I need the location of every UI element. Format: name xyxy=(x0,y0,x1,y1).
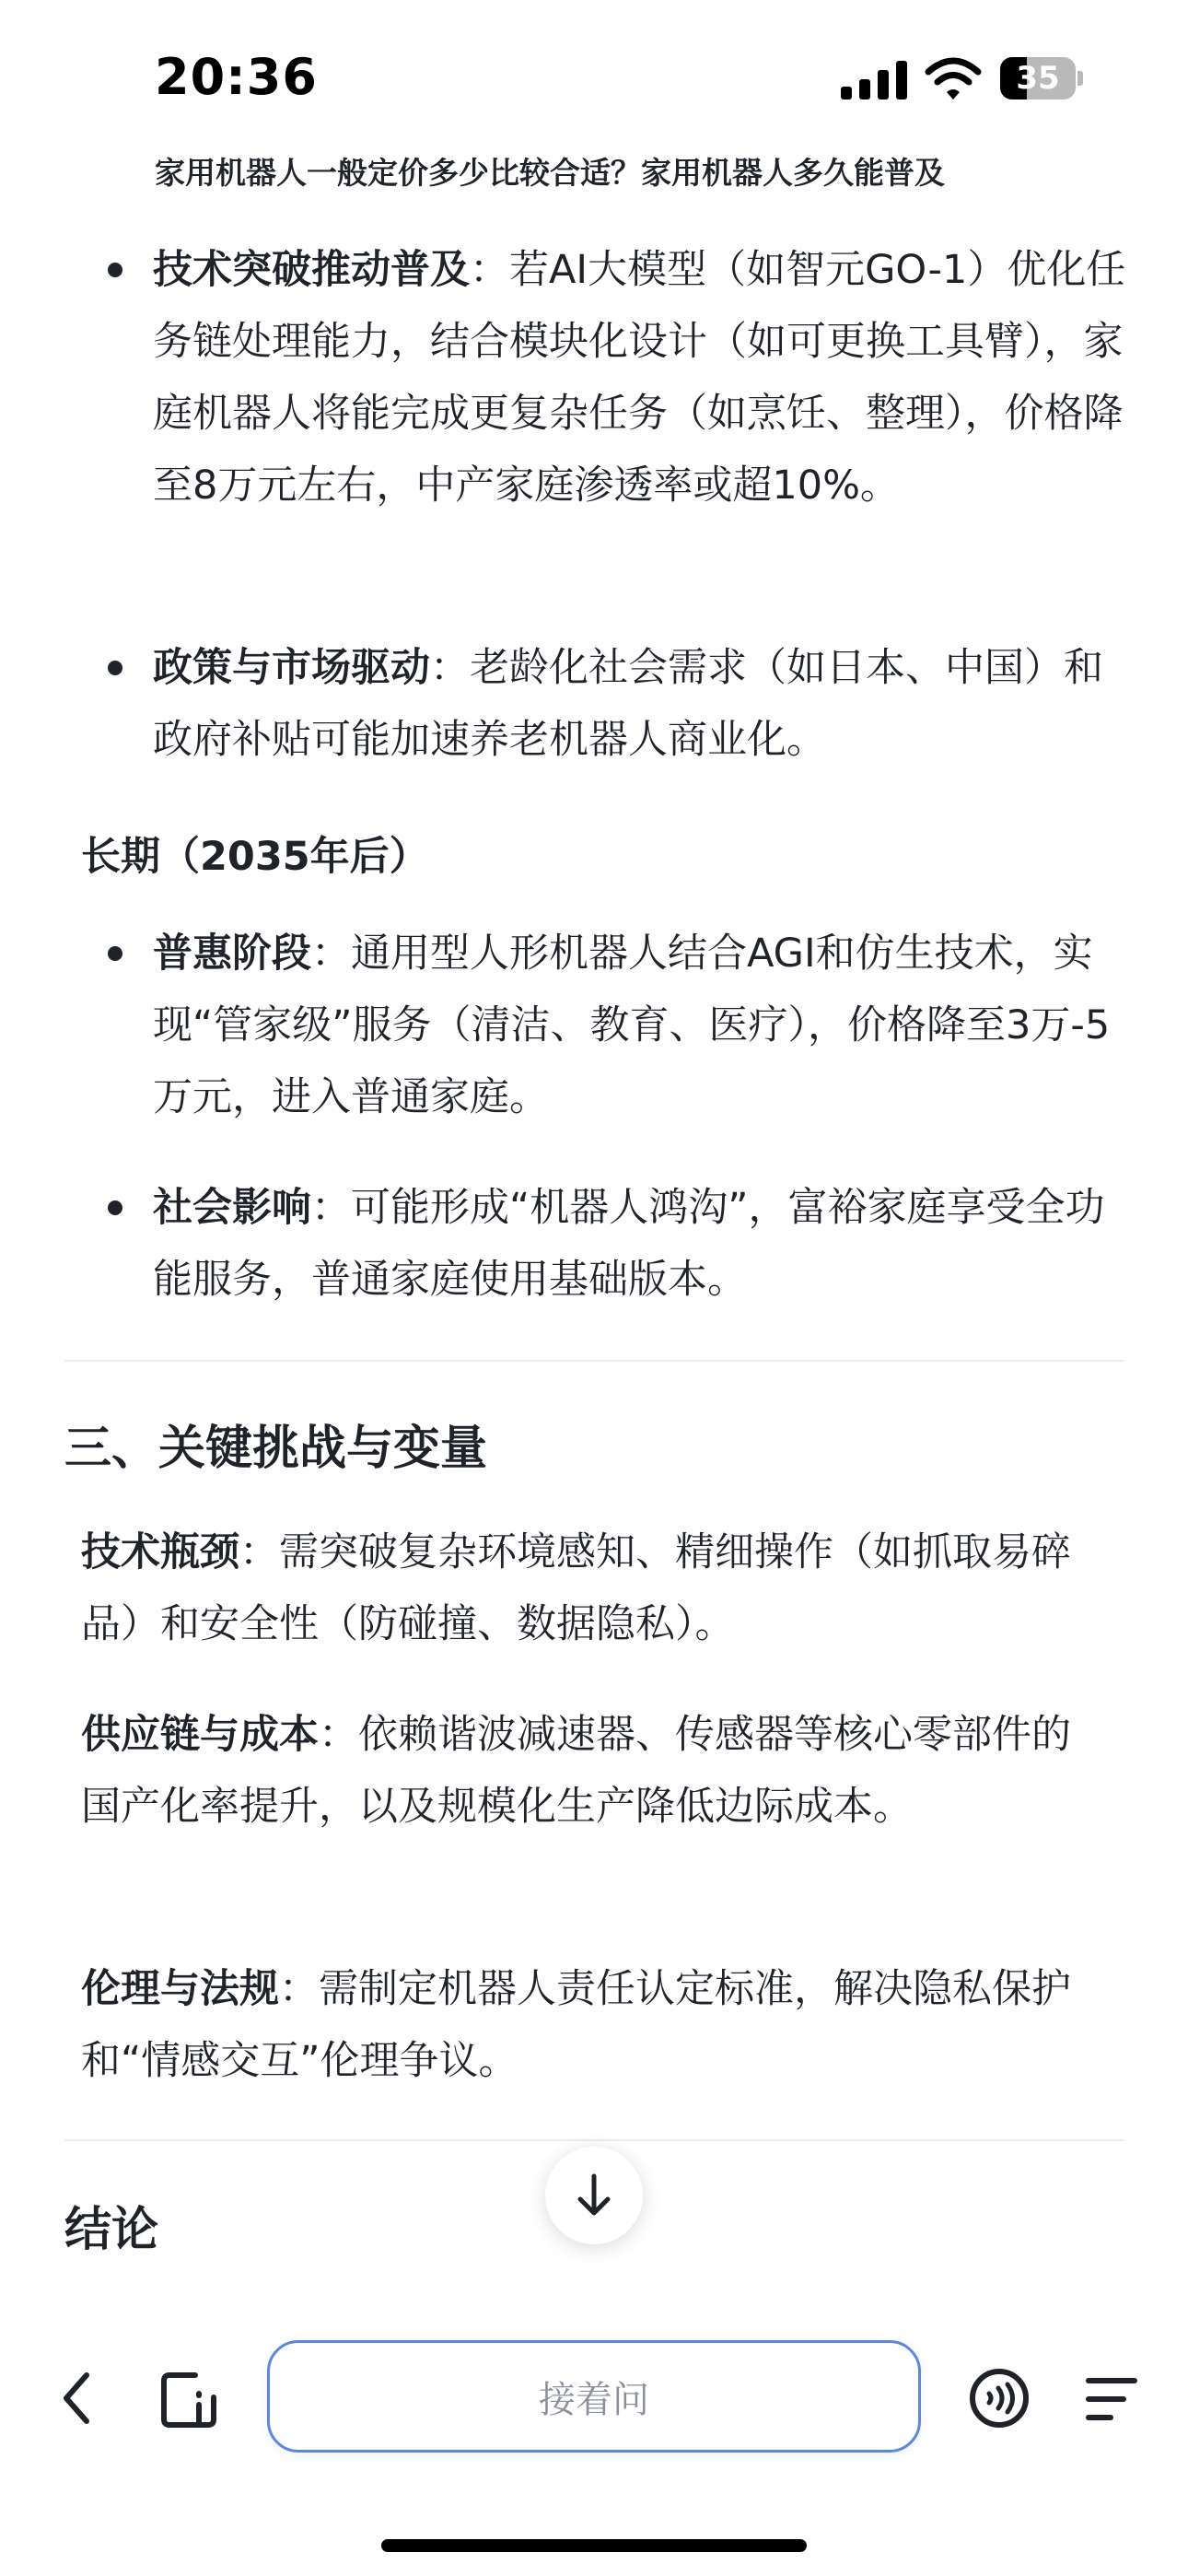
list-item xyxy=(153,234,1127,521)
list-item xyxy=(153,632,1129,776)
wifi-icon xyxy=(925,55,982,101)
paragraph xyxy=(81,1699,1094,1843)
list-item xyxy=(153,1172,1129,1316)
battery-tip xyxy=(1077,71,1083,86)
home-indicator xyxy=(381,2539,807,2552)
follow-up-input[interactable] xyxy=(267,2340,921,2453)
arrow-down-icon xyxy=(573,2172,615,2219)
item-label: 普惠阶段 xyxy=(153,931,311,977)
sub-heading-long-term: 长期（2035年后） xyxy=(81,834,429,880)
paragraph xyxy=(81,1953,1094,2097)
scroll-to-bottom-button[interactable] xyxy=(545,2147,643,2244)
status-time: 20:36 xyxy=(155,48,318,106)
section-heading: 三、关键挑战与变量 xyxy=(64,1422,488,1476)
chevron-left-icon[interactable] xyxy=(55,2368,101,2429)
divider xyxy=(64,2139,1124,2141)
divider xyxy=(64,1360,1124,1362)
item-text: ：老龄化社会需求（如日本、中国）和政府补贴可能加速养老机器人商业化。 xyxy=(153,645,1103,763)
item-label: 政策与市场驱动 xyxy=(153,645,430,691)
bullet-dot xyxy=(108,946,122,961)
new-chat-icon[interactable] xyxy=(158,2370,219,2430)
item-text: ：通用型人形机器人结合AGI和仿生技术，实现“管家级”服务（清洁、教育、医疗），价格降至3万-5万元，进入普通家庭。 xyxy=(153,931,1111,1120)
list-item xyxy=(153,918,1129,1133)
input-placeholder: 接着问 xyxy=(539,2378,649,2421)
item-text: ：需制定机器人责任认定标准，解决隐私保护和“情感交互”伦理争议。 xyxy=(81,1966,1071,2084)
page-title: 家用机器人一般定价多少比较合适？家用机器人多久能普及 xyxy=(155,155,945,191)
battery-level: 35 xyxy=(1016,60,1060,97)
paragraph xyxy=(81,1516,1094,1660)
cellular-signal-icon xyxy=(841,61,907,100)
item-text: ：依赖谐波减速器、传感器等核心零部件的国产化率提升，以及规模化生产降低边际成本。 xyxy=(81,1712,1071,1830)
item-text: ：可能形成“机器人鸿沟”，富裕家庭享受全功能服务，普通家庭使用基础版本。 xyxy=(153,1185,1105,1303)
bullet-dot xyxy=(108,661,122,675)
item-text: ：需突破复杂环境感知、精细操作（如抓取易碎品）和安全性（防碰撞、数据隐私）。 xyxy=(81,1529,1071,1647)
item-label: 社会影响 xyxy=(153,1185,311,1231)
menu-icon[interactable] xyxy=(1085,2375,1138,2423)
voice-call-icon[interactable] xyxy=(969,2368,1030,2429)
battery-icon xyxy=(1000,57,1076,100)
item-label: 技术瓶颈 xyxy=(81,1529,239,1575)
bullet-dot xyxy=(108,263,122,277)
item-text: ：若AI大模型（如智元GO-1）优化任务链处理能力，结合模块化设计（如可更换工具臂），家庭机器人将能完成更复杂任务（如烹饪、整理），价格降至8万元左右，中产家庭渗透率或超10%。 xyxy=(153,247,1126,509)
bullet-dot xyxy=(108,1200,122,1215)
item-label: 技术突破推动普及 xyxy=(153,247,470,293)
item-label: 供应链与成本 xyxy=(81,1712,319,1758)
item-label: 伦理与法规 xyxy=(81,1966,279,2012)
conclusion-heading: 结论 xyxy=(64,2203,159,2257)
